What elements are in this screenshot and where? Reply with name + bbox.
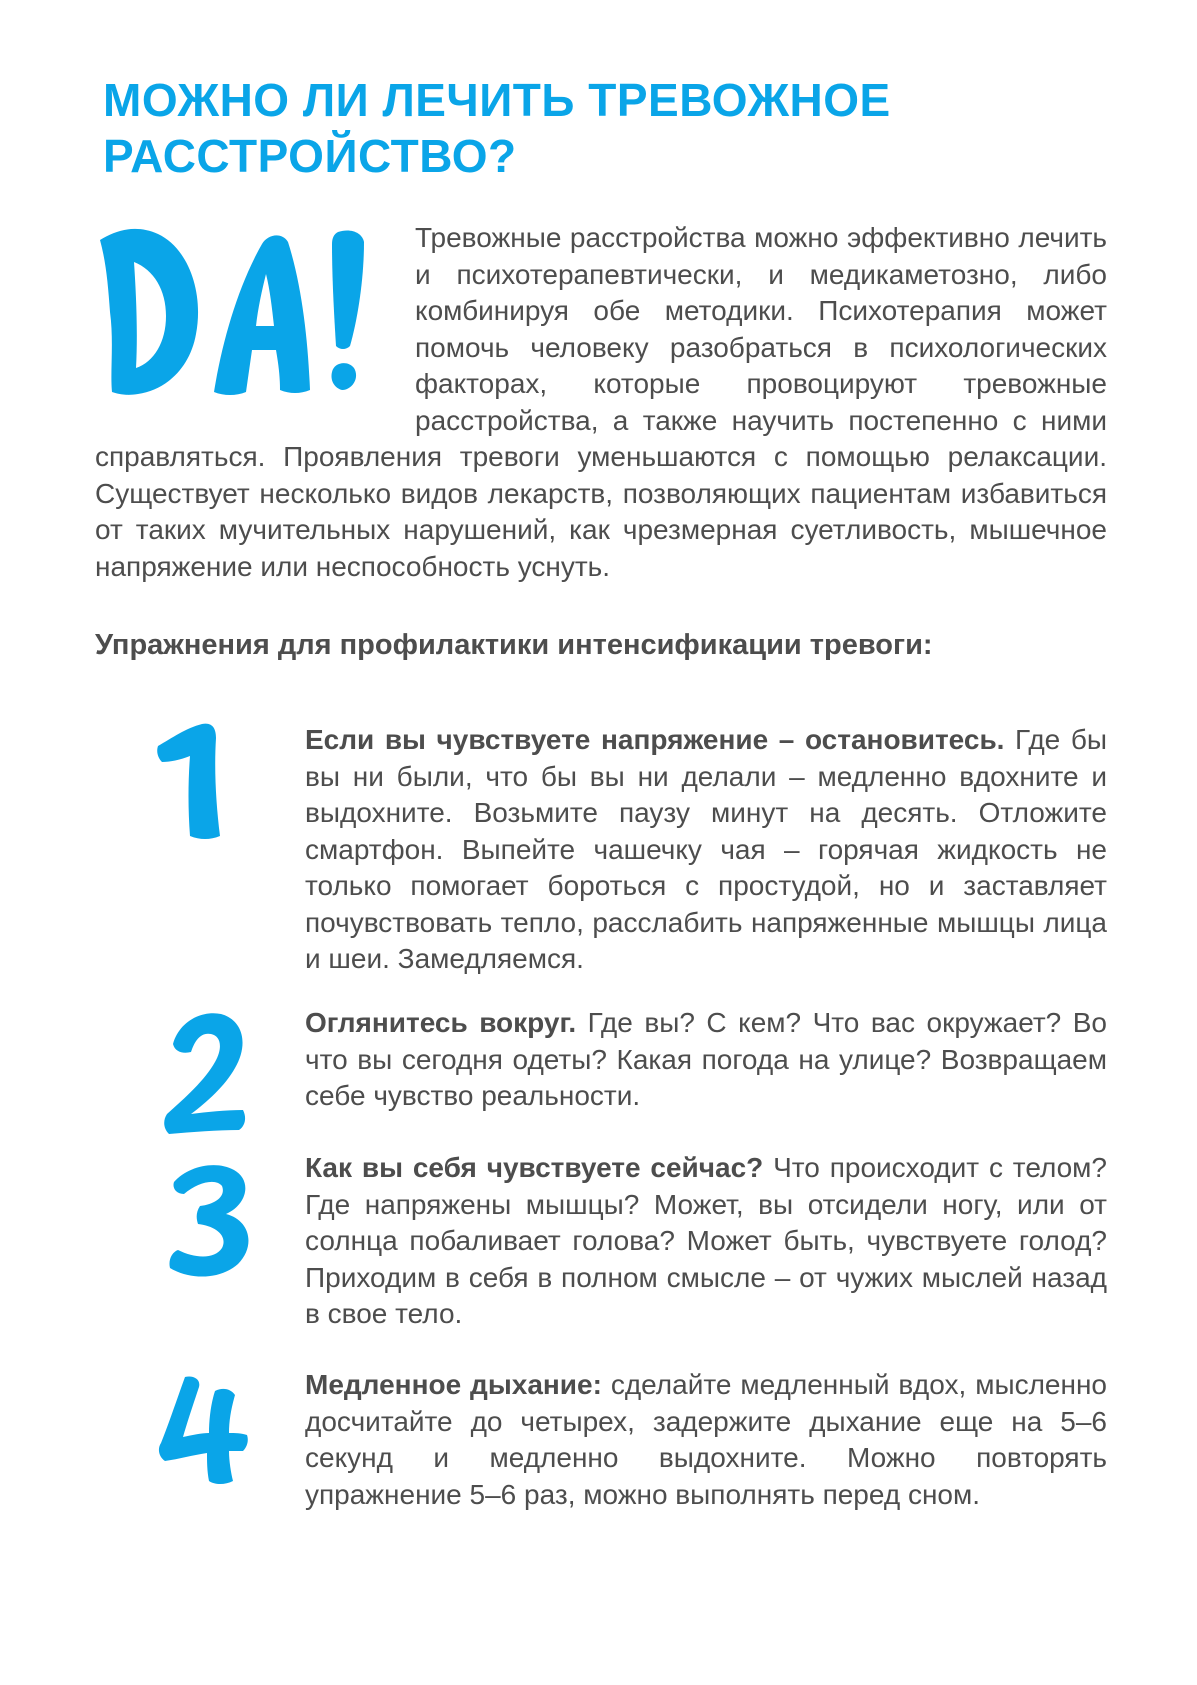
exercise-4-lead: Медленное дыхание: bbox=[305, 1369, 602, 1400]
exercise-2 bbox=[305, 1005, 1107, 1115]
numeral-1-icon bbox=[150, 722, 250, 842]
exercise-3 bbox=[305, 1150, 1107, 1333]
exercise-4-body: сделайте медленный вдох, мысленно досчитайте до четырех, задержите дыхание еще на 5–6 секунд и медленно выдохните. Можно повторять упражнение 5–6 раз, можно выполнять перед сном. bbox=[305, 1369, 1107, 1510]
exercises-heading: Упражнения для профилактики интенсификации тревоги: bbox=[95, 629, 933, 661]
exercise-2-body: Где вы? С кем? Что вас окружает? Во что вы сегодня одеты? Какая погода на улице? Возвращаем себе чувство реальности. bbox=[305, 1007, 1108, 1111]
exercise-3-body: Что происходит с телом? Где напряжены мышцы? Может, вы отсидели ногу, или от солнца побаливает голова? Может быть, чувствуете голод? Приходим в себя в полном смысле – от чужих мыслей назад в свое тело. bbox=[305, 1152, 1108, 1329]
exercise-3-lead: Как вы себя чувствуете сейчас? bbox=[305, 1152, 764, 1183]
intro-paragraph bbox=[95, 220, 1107, 585]
page-title-line-1: МОЖНО ЛИ ЛЕЧИТЬ ТРЕВОЖНОЕ bbox=[103, 74, 891, 126]
page-title-line-2: РАССТРОЙСТВО? bbox=[103, 130, 517, 182]
exercise-2-lead: Оглянитесь вокруг. bbox=[305, 1007, 577, 1038]
exercise-1 bbox=[305, 722, 1107, 978]
exercise-1-lead: Если вы чувствуете напряжение – остановитесь. bbox=[305, 724, 1005, 755]
numeral-2-icon bbox=[155, 1010, 255, 1135]
numeral-3-icon bbox=[160, 1160, 260, 1280]
numeral-4-icon bbox=[155, 1375, 255, 1485]
intro-float-spacer bbox=[95, 220, 415, 408]
page-title bbox=[103, 72, 1103, 184]
exercise-1-body: Где бы вы ни были, что бы вы ни делали – медленно вдохните и выдохните. Возьмите паузу минут на десять. Отложите смартфон. Выпейте чашечку чая – горячая жидкость не только помогает бороться с простудой, но и заставляет почувствовать тепло, расслабить напряженные мышцы лица и шеи. Замедляемся. bbox=[305, 724, 1107, 974]
exercise-4 bbox=[305, 1367, 1107, 1513]
intro-text: Тревожные расстройства можно эффективно лечить и психотерапевтически, и медикаметозно, либо комбинируя обе методики. Психотерапия может помочь человеку разобраться в психологических факторах, которые провоцируют тревожные расстройства, а также научить постепенно с ними справляться. Проявления тревоги уменьшаются с помощью релаксации. Существует несколько видов лекарств, позволяющих пациентам избавиться от таких мучительных нарушений, как чрезмерная суетливость, мышечное напряжение или неспособность уснуть. bbox=[95, 222, 1107, 582]
